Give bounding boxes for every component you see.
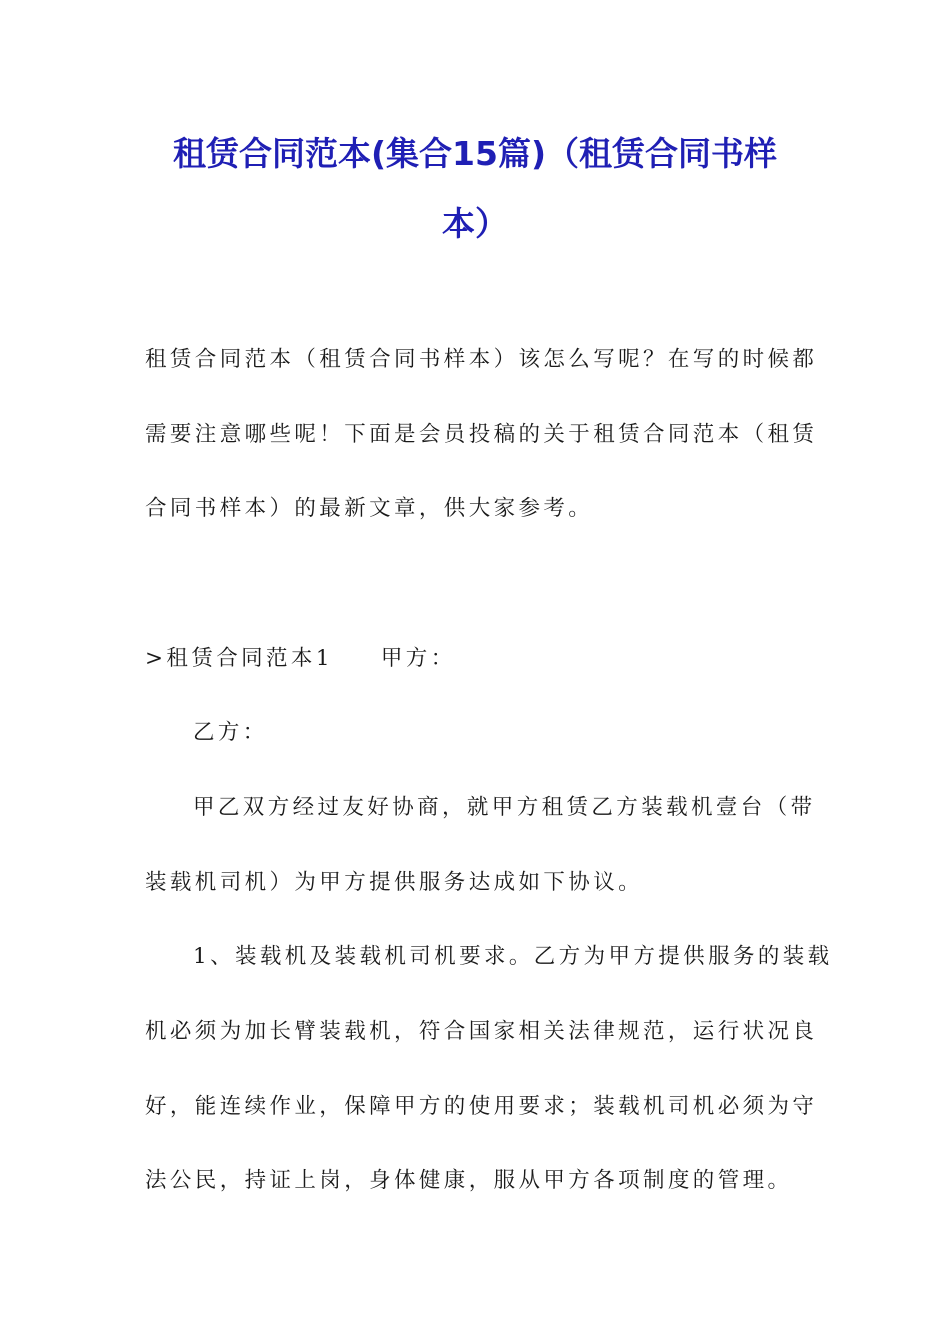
document-title-line-1: 租赁合同范本(集合15篇)（租赁合同书样 <box>172 134 778 173</box>
item-1-line-4: 法公民，持证上岗，身体健康，服从甲方各项制度的管理。 <box>145 1168 793 1193</box>
section-heading-row <box>145 648 456 670</box>
intro-line-1: 租赁合同范本（租赁合同书样本）该怎么写呢？在写的时候都 <box>145 347 818 372</box>
document-title-line-2: 本） <box>442 204 508 243</box>
paragraph-1-line-1: 甲乙双方经过友好协商，就甲方租赁乙方装载机壹台（带 <box>193 795 816 820</box>
party-b-label: 乙方： <box>193 720 268 745</box>
intro-line-3: 合同书样本）的最新文章，供大家参考。 <box>145 496 594 521</box>
intro-line-2: 需要注意哪些呢！下面是会员投稿的关于租赁合同范本（租赁 <box>145 422 818 447</box>
item-1-line-3: 好，能连续作业，保障甲方的使用要求；装载机司机必须为守 <box>145 1094 818 1119</box>
paragraph-1-line-2: 装载机司机）为甲方提供服务达成如下协议。 <box>145 870 644 895</box>
item-1-line-2: 机必须为加长臂装载机，符合国家相关法律规范，运行状况良 <box>145 1019 818 1044</box>
item-1-line-1: 1、装载机及装载机司机要求。乙方为甲方提供服务的装载 <box>193 944 833 969</box>
section-heading: >租赁合同范本1 <box>145 646 333 671</box>
party-a-label: 甲方： <box>380 646 456 671</box>
